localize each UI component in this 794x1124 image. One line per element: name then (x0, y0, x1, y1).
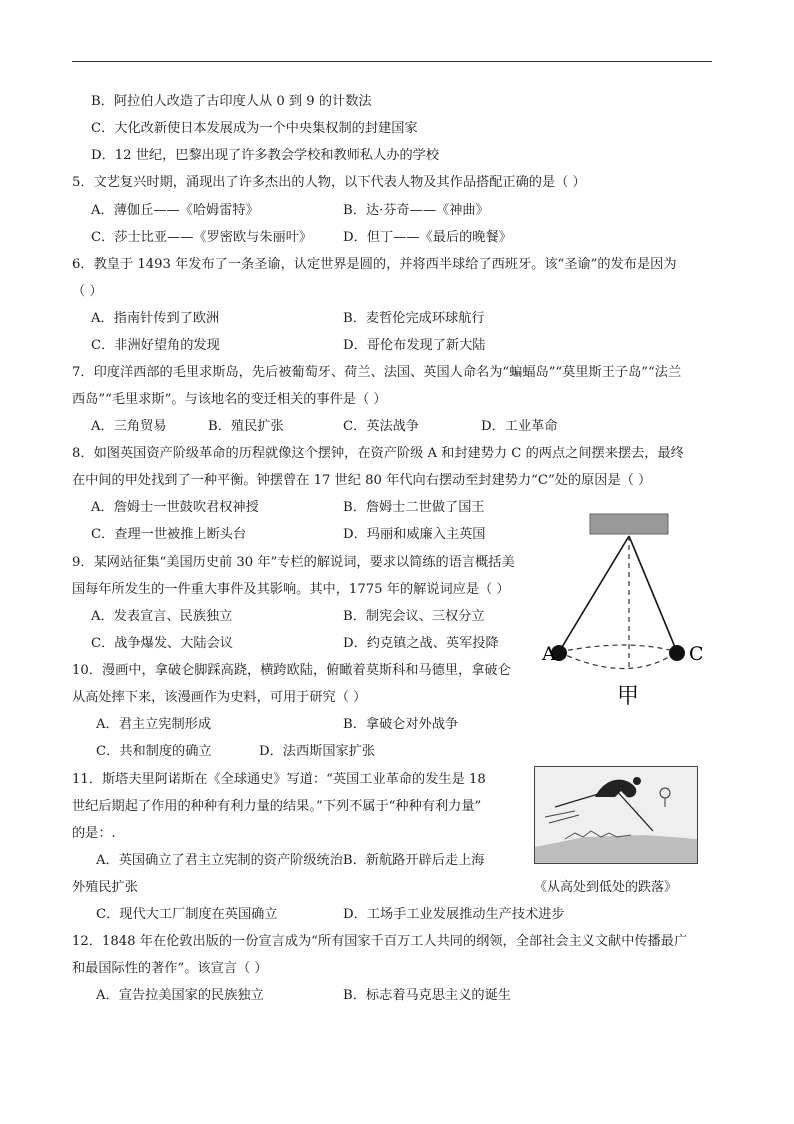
q5-option-d: D．但丁——《最后的晚餐》 (343, 230, 512, 245)
pendulum-string-right (629, 536, 677, 652)
q6-option-a: A．指南针传到了欧洲 (91, 311, 220, 326)
cartoon-image (534, 766, 698, 864)
q8-option-a: A．詹姆士一世鼓吹君权神授 (91, 500, 259, 515)
q9-option-c: C．战争爆发、大陆会议 (91, 636, 233, 651)
pendulum-bob-c (669, 645, 685, 661)
q9-stem-line-2: 国每年所发生的一件重大事件及其影响。其中，1775 年的解说词应是（ ） (72, 582, 510, 597)
q7-option-a: A．三角贸易 (91, 419, 167, 434)
pendulum-arc-lower (559, 652, 677, 669)
q12-option-a: A．宣告拉美国家的民族独立 (96, 988, 264, 1003)
q9-option-a: A．发表宣言、民族独立 (91, 609, 233, 624)
q4-option-d: D．12 世纪，巴黎出现了许多教会学校和教师私人办的学校 (91, 148, 440, 163)
q11-stem-line-1: 11．斯塔夫里阿诺斯在《全球通史》写道：“英国工业革命的发生是 18 (72, 772, 486, 787)
q10-option-d: D．法西斯国家扩张 (259, 744, 376, 759)
pendulum-figure (540, 510, 715, 715)
cartoon-drawing (535, 767, 697, 863)
q10-option-a: A．君主立宪制形成 (96, 717, 212, 732)
q8-option-d: D．玛丽和威廉入主英国 (343, 527, 486, 542)
q8-stem-line-2: 在中间的甲处找到了一种平衡。钟摆曾在 17 世纪 80 年代向右摆动至封建势力“C”处的原因是（ ） (72, 473, 652, 488)
q9-stem-line-1: 9．某网站征集“美国历史前 30 年”专栏的解说词，要求以简练的语言概括美 (72, 555, 515, 570)
q12-option-b: B．标志着马克思主义的诞生 (343, 988, 511, 1003)
pendulum-ceiling (590, 514, 668, 534)
q9-option-b: B．制宪会议、三权分立 (343, 609, 485, 624)
q5-option-b: B．达·芬奇——《神曲》 (343, 203, 489, 218)
q8-option-b: B．詹姆士二世做了国王 (343, 500, 485, 515)
q5-stem: 5．文艺复兴时期，涌现出了许多杰出的人物，以下代表人物及其作品搭配正确的是（ ） (72, 175, 586, 190)
q7-stem-line-1: 7．印度洋西部的毛里求斯岛，先后被葡萄牙、荷兰、法国、英国人命名为“蝙蝠岛”“莫里斯王子岛”“法兰 (72, 365, 682, 380)
q6-stem-line-2: （ ） (72, 284, 103, 299)
q7-option-d: D．工业革命 (481, 419, 558, 434)
cartoon-figure (532, 764, 702, 900)
q11-option-a-b: A．英国确立了君主立宪制的资产阶级统治B．新航路开辟后走上海 (96, 853, 485, 868)
q7-stem-line-2: 西岛”“毛里求斯”。与该地名的变迁相关的事件是（ ） (72, 392, 387, 407)
q10-stem-line-1: 10．漫画中，拿破仑脚踩高跷，横跨欧陆，俯瞰着莫斯科和马德里，拿破仑 (72, 663, 511, 678)
pendulum-label-a: A (542, 643, 556, 665)
q4-option-c: C．大化改新使日本发展成为一个中央集权制的封建国家 (91, 121, 418, 136)
q8-stem-line-1: 8．如图英国资产阶级革命的历程就像这个摆钟，在资产阶级 A 和封建势力 C 的两点之间摆来摆去，最终 (72, 446, 684, 461)
q8-option-c: C．查理一世被推上断头台 (91, 527, 247, 542)
q11-stem-line-3: 的是：. (72, 826, 116, 841)
q4-option-b: B．阿拉伯人改造了古印度人从 0 到 9 的计数法 (91, 94, 372, 109)
pendulum-arc-upper (559, 645, 677, 652)
q10-stem-line-2: 从高处摔下来，该漫画作为史料，可用于研究（ ） (72, 690, 367, 705)
q6-option-b: B．麦哲伦完成环球航行 (343, 311, 485, 326)
q12-stem-line-1: 12．1848 年在伦敦出版的一份宣言成为“所有国家千百万工人共同的纲领，全部社会主义文献中传播最广 (72, 934, 688, 949)
q11-option-d: D．工场手工业发展推动生产技术进步 (343, 907, 565, 922)
q6-stem-line-1: 6．教皇于 1493 年发布了一条圣谕，认定世界是圆的，并将西半球给了西班牙。该“圣谕”的发布是因为 (72, 257, 677, 272)
q5-option-a: A．薄伽丘——《哈姆雷特》 (91, 203, 259, 218)
pendulum-string-left (559, 536, 629, 652)
pendulum-label-c: C (689, 643, 704, 665)
pendulum-diagram (540, 510, 715, 715)
q10-option-c: C．共和制度的确立 (96, 744, 212, 759)
q6-option-d: D．哥伦布发现了新大陆 (343, 338, 486, 353)
q7-option-c: C．英法战争 (343, 419, 420, 434)
q5-option-c: C．莎士比亚——《罗密欧与朱丽叶》 (91, 230, 313, 245)
q11-option-b-continued: 外殖民扩张 (72, 880, 138, 895)
header-rule (72, 61, 712, 62)
q12-stem-line-2: 和最国际性的著作”。该宣言（ ） (72, 961, 268, 976)
pendulum-label-jia: 甲 (617, 684, 640, 709)
q11-option-c: C．现代大工厂制度在英国确立 (96, 907, 278, 922)
q9-option-d: D．约克镇之战、英军投降 (343, 636, 499, 651)
cartoon-caption: 《从高处到低处的跌落》 (534, 880, 678, 895)
q11-stem-line-2: 世纪后期起了作用的种种有利力量的结果。”下列不属于“种种有利力量” (72, 799, 482, 814)
q6-option-c: C．非洲好望角的发现 (91, 338, 220, 353)
q7-option-b: B．殖民扩张 (208, 419, 284, 434)
q10-option-b: B．拿破仑对外战争 (343, 717, 459, 732)
